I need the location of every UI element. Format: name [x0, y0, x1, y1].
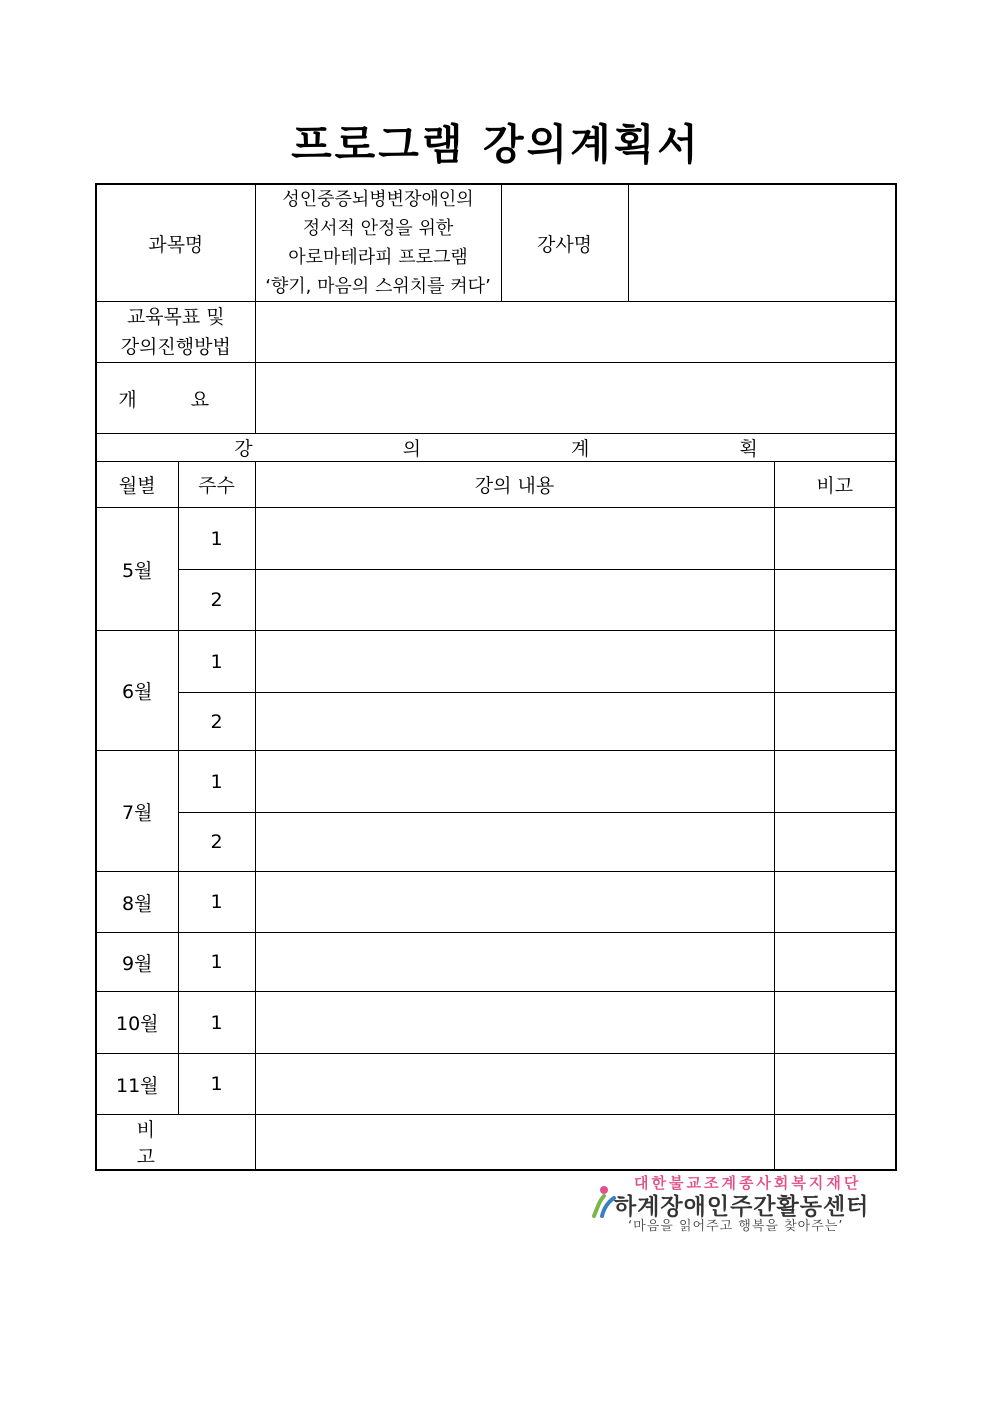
note-cell[interactable]: [774, 992, 896, 1054]
instructor-label: 강사명: [501, 184, 628, 302]
subject-line: 정서적 안정을 위한: [302, 218, 454, 239]
week-cell: 1: [178, 1054, 255, 1115]
table-row: [96, 813, 896, 872]
month-cell: 11월: [96, 1054, 178, 1115]
goal-label: [96, 302, 255, 363]
table-row: [96, 751, 896, 813]
remarks-field[interactable]: [255, 1115, 774, 1171]
note-cell[interactable]: [774, 508, 896, 570]
month-cell: 5월: [96, 508, 178, 631]
week-cell: 1: [178, 992, 255, 1054]
goal-field[interactable]: [255, 302, 896, 363]
month-cell: 7월: [96, 751, 178, 872]
table-row: [96, 1054, 896, 1115]
goal-label-line: 교육목표 및: [126, 306, 225, 328]
week-cell: 2: [178, 570, 255, 631]
table-row: [96, 933, 896, 992]
instructor-field[interactable]: [628, 184, 896, 302]
subject-line: 아로마테라피 프로그램: [288, 247, 468, 268]
goal-label-line: 강의진행방법: [120, 336, 231, 358]
overview-field[interactable]: [255, 363, 896, 434]
week-cell: 1: [178, 508, 255, 570]
month-cell: 9월: [96, 933, 178, 992]
week-cell: 1: [178, 872, 255, 933]
note-cell[interactable]: [774, 1054, 896, 1115]
content-cell[interactable]: [255, 872, 774, 933]
col-note-header: 비고: [774, 462, 896, 508]
week-cell: 2: [178, 813, 255, 872]
content-cell[interactable]: [255, 693, 774, 751]
col-content-header: 강의 내용: [255, 462, 774, 508]
table-row: [96, 992, 896, 1054]
note-cell[interactable]: [774, 631, 896, 693]
page-title: 프로그램 강의계획서: [291, 120, 701, 169]
note-cell[interactable]: [774, 570, 896, 631]
week-cell: 1: [178, 933, 255, 992]
content-cell[interactable]: [255, 751, 774, 813]
note-cell[interactable]: [774, 933, 896, 992]
week-cell: 2: [178, 693, 255, 751]
note-cell[interactable]: [774, 751, 896, 813]
subject-label: 과목명: [96, 184, 255, 302]
content-cell[interactable]: [255, 992, 774, 1054]
plan-header: 강 의 계 획: [96, 434, 896, 462]
content-cell[interactable]: [255, 933, 774, 992]
overview-label: 개 요: [96, 363, 255, 434]
table-row: [96, 508, 896, 570]
col-month-header: 월별: [96, 462, 178, 508]
table-row: [96, 693, 896, 751]
table-row: [96, 570, 896, 631]
week-cell: 1: [178, 751, 255, 813]
content-cell[interactable]: [255, 1054, 774, 1115]
content-cell[interactable]: [255, 570, 774, 631]
note-cell[interactable]: [774, 813, 896, 872]
content-cell[interactable]: [255, 631, 774, 693]
center-name: 하계장애인주간활동센터: [614, 1194, 870, 1220]
month-cell: 8월: [96, 872, 178, 933]
month-cell: 10월: [96, 992, 178, 1054]
week-cell: 1: [178, 631, 255, 693]
subject-value: [255, 184, 501, 302]
month-cell: 6월: [96, 631, 178, 751]
org-name: 대한불교조계종사회복지재단: [634, 1174, 862, 1192]
slogan: ‘마음을 읽어주고 행복을 찾아주는’: [628, 1219, 844, 1234]
lecture-plan-form: [95, 183, 897, 1171]
center-logo: [590, 1170, 890, 1235]
table-row: [96, 631, 896, 693]
col-week-header: 주수: [178, 462, 255, 508]
content-cell[interactable]: [255, 508, 774, 570]
remarks-label: 비 고: [96, 1115, 255, 1171]
table-row: [96, 872, 896, 933]
note-cell[interactable]: [774, 872, 896, 933]
content-cell[interactable]: [255, 813, 774, 872]
remarks-note-field[interactable]: [774, 1115, 896, 1171]
note-cell[interactable]: [774, 693, 896, 751]
subject-line: 성인중증뇌병변장애인의: [282, 189, 474, 210]
subject-line: ‘향기, 마음의 스위치를 켜다’: [265, 276, 491, 297]
